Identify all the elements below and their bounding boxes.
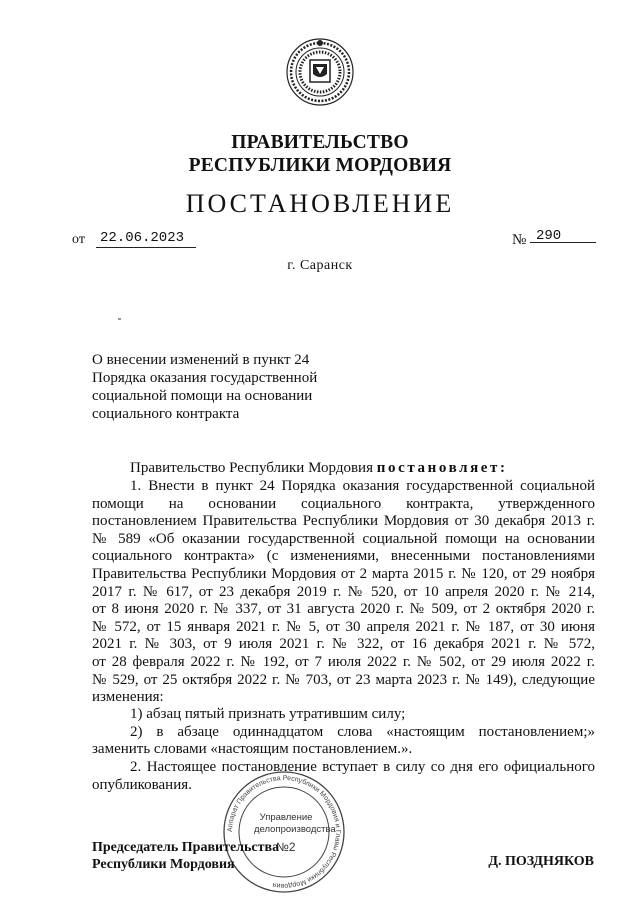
body-line: № 589 «Об оказании государственной социальной помощи на основании — [92, 530, 595, 547]
date-underline — [96, 247, 196, 248]
document-type: ПОСТАНОВЛЕНИЕ — [185, 189, 455, 218]
document-number: 290 — [536, 228, 562, 244]
stamp-number: №2 — [276, 840, 296, 854]
signatory-title-line2: Республики Мордовия — [92, 857, 235, 872]
amendment-items — [92, 706, 595, 759]
signatory-name: Д. ПОЗДНЯКОВ — [488, 854, 594, 869]
body-line: 2017 г. № 617, от 23 декабря 2019 г. № 520, от 10 апреля 2020 г. № 214, — [92, 583, 595, 600]
paragraph-1 — [92, 478, 595, 707]
body-line: от 8 июня 2020 г. № 337, от 31 августа 2020 г. № 509, от 2 октября 2020 г. — [92, 601, 595, 618]
document-subject — [92, 351, 342, 423]
body-line: № 572, от 15 января 2021 г. № 5, от 30 апреля 2021 г. № 187, от 30 июня — [92, 618, 595, 635]
body-line: Правительства Республики Мордовия от 2 марта 2015 г. № 120, от 29 ноября — [92, 565, 595, 582]
date-prefix: от — [72, 232, 85, 247]
body-line: помощи на основании социального контракта, утвержденного — [92, 495, 595, 512]
subject-line: Порядка оказания государственной — [92, 370, 318, 386]
government-title-line1: ПРАВИТЕЛЬСТВО — [231, 132, 409, 153]
intro-paragraph — [92, 460, 595, 478]
body-line: от 28 февраля 2022 г. № 192, от 7 июля 2022 г. № 502, от 29 июля 2022 г. — [92, 653, 595, 670]
government-title-line2: РЕСПУБЛИКИ МОРДОВИЯ — [188, 155, 452, 176]
intro-lead: Правительство Республики Мордовия — [130, 460, 373, 476]
stamp-ring-text: Аппарат Правительства Республики Мордовия и Главы Республики Мордовия — [226, 774, 342, 890]
body-line: 2021 г. № 303, от 9 июля 2021 г. № 322, от 16 декабря 2021 г. № 572, — [92, 636, 595, 653]
number-underline — [530, 242, 596, 243]
body-line: 1. Внести в пункт 24 Порядка оказания государственной социальной — [130, 478, 595, 494]
subject-line: О внесении изменений в пункт 24 — [92, 352, 310, 368]
scan-speck — [118, 318, 121, 320]
item-2-line: 2) в абзаце одиннадцатом слова «настоящим постановлением;» — [130, 723, 595, 740]
stamp-department — [254, 812, 336, 836]
document-date: 22.06.2023 — [100, 230, 185, 246]
item-2-line: заменить словами «настоящим постановлением.». — [92, 741, 413, 758]
signatory-title-line1: Председатель Правительства — [92, 840, 280, 855]
intro-verb: постановляет: — [376, 460, 508, 476]
coat-of-arms-emblem — [283, 35, 357, 109]
body-line: изменения: — [92, 689, 164, 706]
body-line: № 529, от 25 октября 2022 г. № 703, от 23 марта 2023 г. № 149), следующие — [92, 671, 595, 688]
signatory-title — [92, 839, 279, 873]
body-line: 2. Настоящее постановление вступает в силу со дня его официального — [130, 759, 595, 775]
stamp-dept-line1: Управление — [259, 812, 313, 823]
body-line: постановлением Правительства Республики Мордовия от 30 декабря 2013 г. — [92, 513, 595, 530]
subject-line: социального контракта — [92, 406, 240, 422]
body-line: опубликования. — [92, 776, 192, 793]
stamp-dept-line2: делопроизводства — [254, 824, 336, 835]
body-line: социального контракта» (с изменениями, внесенными постановлениями — [92, 548, 595, 565]
number-prefix: № — [512, 232, 527, 248]
item-1: 1) абзац пятый признать утратившим силу; — [130, 706, 406, 722]
city: г. Саранск — [287, 258, 353, 273]
subject-line: социальной помощи на основании — [92, 388, 313, 404]
